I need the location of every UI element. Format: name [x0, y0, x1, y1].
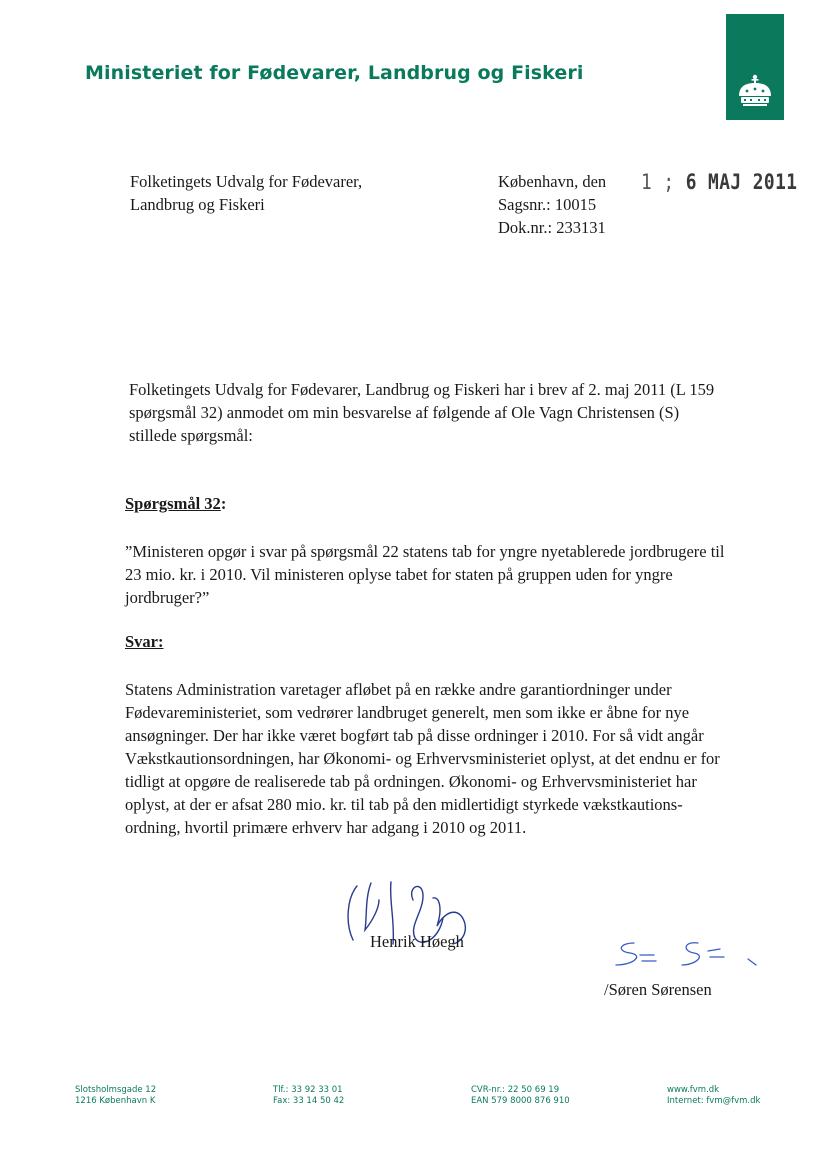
stamp-date: 6 MAJ 2011: [685, 170, 798, 194]
letter-meta: [498, 170, 606, 239]
official-signature: [612, 935, 762, 975]
stamp-prefix: 1: [641, 170, 653, 194]
question-heading-text: Spørgsmål 32: [125, 494, 221, 513]
footer-registry: [471, 1085, 570, 1107]
footer-fax: Fax: 33 14 50 42: [273, 1096, 345, 1106]
crown-icon: [736, 74, 774, 118]
date-stamp: 1 ; 6 MAJ 2011: [641, 170, 798, 194]
footer-address: [75, 1085, 156, 1107]
answer-heading: Svar:: [125, 632, 164, 651]
footer-cvr: CVR-nr.: 22 50 69 19: [471, 1085, 560, 1095]
footer-telephone: Tlf.: 33 92 33 01: [273, 1085, 343, 1095]
minister-name: Henrik Høegh: [370, 932, 464, 951]
recipient-line: Landbrug og Fiskeri: [130, 195, 265, 214]
footer-street: Slotsholmsgade 12: [75, 1085, 157, 1095]
case-number: Sagsnr.: 10015: [498, 195, 597, 214]
footer-web: [667, 1085, 760, 1107]
footer-email-link[interactable]: Internet: fvm@fvm.dk: [667, 1096, 761, 1106]
place-date: København, den: [498, 172, 607, 191]
question-heading: [125, 494, 226, 514]
recipient-block: [130, 170, 362, 216]
question-text: ”Ministeren opgør i svar på spørgsmål 22 statens tab for yngre nyetablerede jordbrugere til 23 mio. kr. i 2010. Vil ministeren oplyse tabet for staten på gruppen uden for yngre jordbruger?”: [125, 542, 725, 607]
footer-website-link[interactable]: www.fvm.dk: [667, 1085, 720, 1095]
question-heading-colon: :: [220, 494, 227, 513]
ministry-logo: [726, 14, 784, 120]
footer-phone: [273, 1085, 344, 1107]
answer-text: Statens Administration varetager afløbet på en række andre garantiordninger under Fødevareministeriet, som vedrører landbruget generelt, men som ikke er åbne for nye ansøgninger. Der har ikke været bogført tab på disse ordninger i 2010. For så vidt angår Vækstkautionsordningen, har Økonomi- og Erhvervsministeriet oplyst, at det endnu er for tidligt at opgøre de realiserede tab på ordningen. Økonomi- og Erhvervsministeriet har oplyst, at der er afsat 280 mio. kr. til tab på den midlertidigt styrkede vækstkautions-ordning, hvortil primære erhverv har adgang i 2010 og 2011.: [125, 680, 720, 837]
footer-city: 1216 København K: [75, 1096, 156, 1106]
footer-ean: EAN 579 8000 876 910: [471, 1096, 570, 1106]
recipient-line: Folketingets Udvalg for Fødevarer,: [130, 172, 363, 191]
official-name: /Søren Sørensen: [604, 980, 712, 999]
intro-paragraph: Folketingets Udvalg for Fødevarer, Landbrug og Fiskeri har i brev af 2. maj 2011 (L 159 spørgsmål 32) anmodet om min besvarelse af følgende af Ole Vagn Christensen (S) stillede spørgsmål:: [129, 380, 715, 445]
ministry-name: Ministeriet for Fødevarer, Landbrug og Fiskeri: [85, 62, 584, 84]
document-number: Dok.nr.: 233131: [498, 218, 606, 237]
